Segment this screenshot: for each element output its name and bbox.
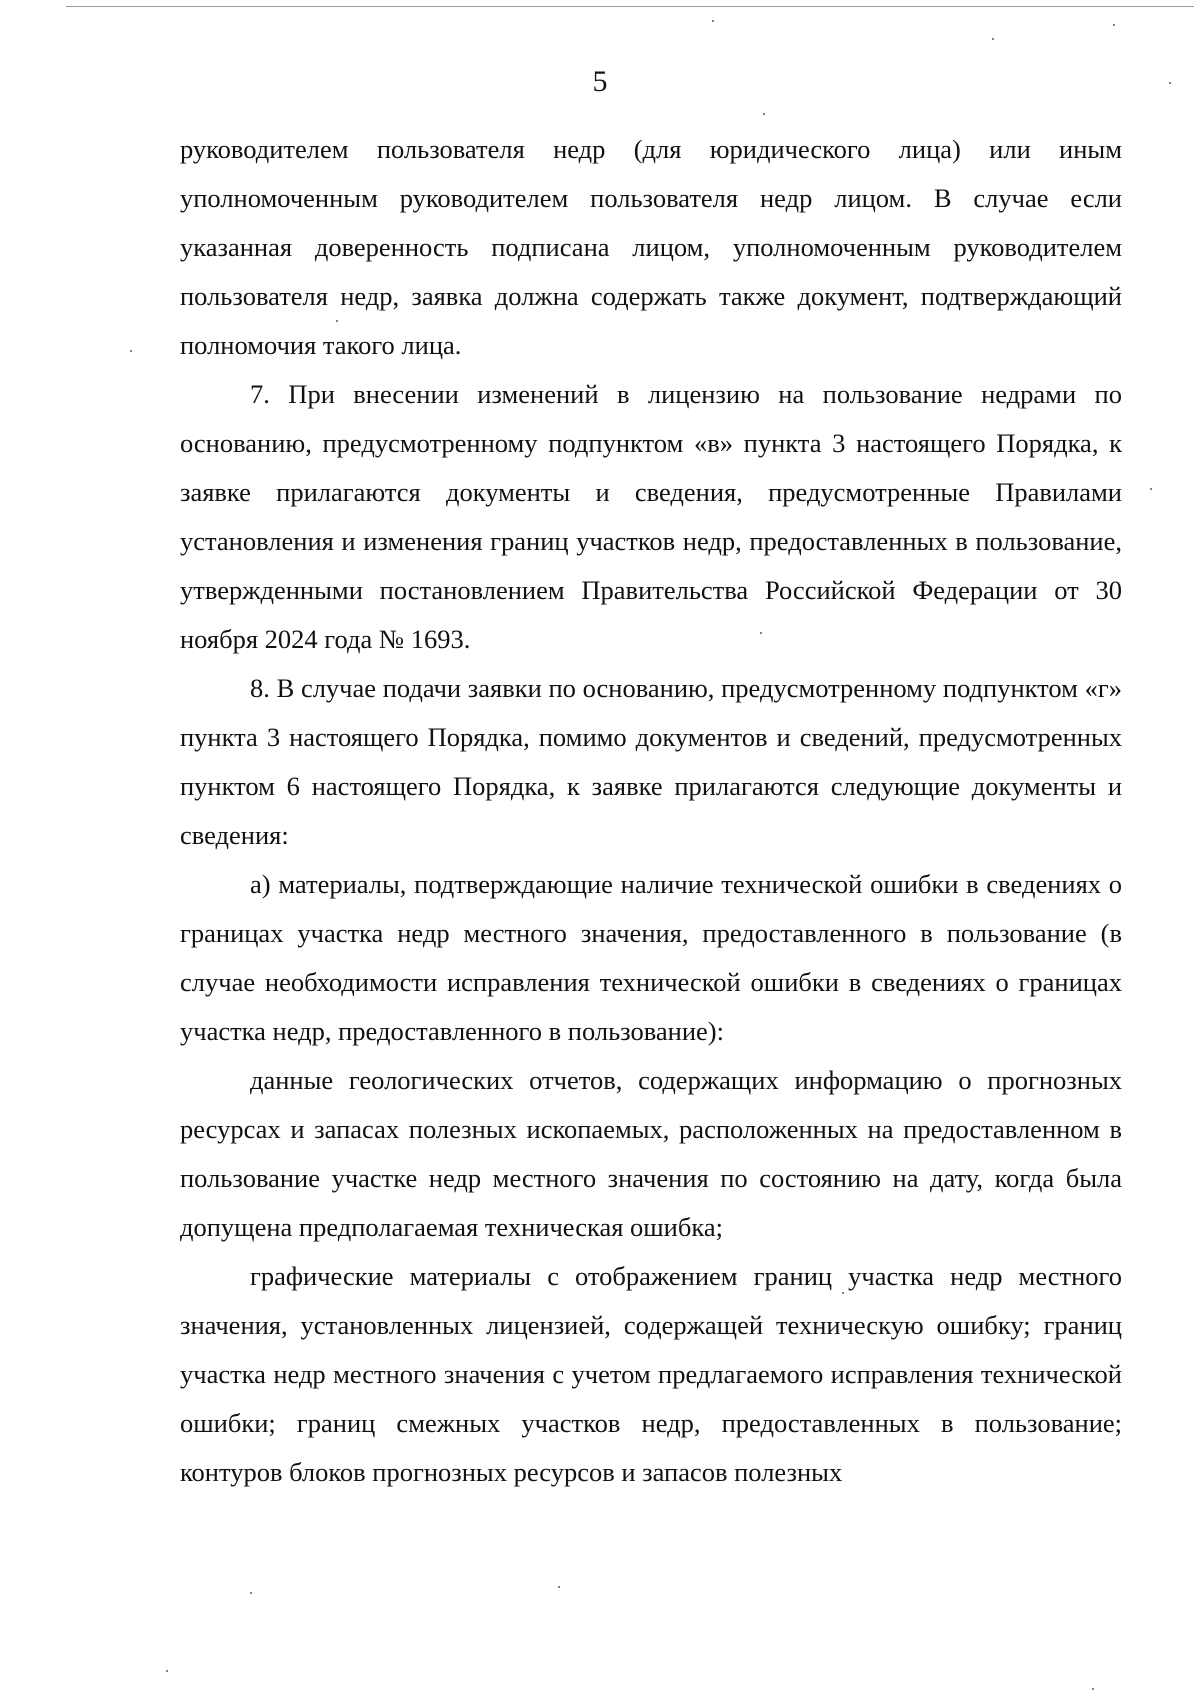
- scan-speck: [166, 1670, 168, 1672]
- scan-speck: [992, 38, 994, 40]
- scan-speck: [842, 1292, 844, 1294]
- scan-speck: [130, 350, 132, 352]
- paragraph-item-8: 8. В случае подачи заявки по основанию, предусмотренному подпунктом «г» пункта 3 настоящего Порядка, помимо документов и сведений, предусмотренных пунктом 6 настоящего Порядка, к заявке прилагаются следующие документы и сведения:: [180, 673, 1122, 850]
- scan-speck: [763, 113, 765, 115]
- paragraph-subitem-a: а) материалы, подтверждающие наличие технической ошибки в сведениях о границах участка недр местного значения, предоставленного в пользование (в случае необходимости исправления технической ошибки в сведениях о границах участка недр, предоставленного в пользование):: [180, 869, 1122, 1046]
- scan-speck: [1113, 24, 1115, 26]
- scan-speck: [1169, 82, 1171, 84]
- scan-speck: [1150, 488, 1152, 490]
- scan-edge-line: [66, 6, 1194, 7]
- scan-speck: [250, 1592, 252, 1594]
- document-body: [180, 125, 1122, 1497]
- scan-speck: [336, 320, 338, 322]
- page-number: 5: [592, 65, 608, 98]
- scan-speck: [558, 1586, 560, 1588]
- paragraph-graphic-materials: графические материалы с отображением границ участка недр местного значения, установленных лицензией, содержащей техническую ошибку; границ участка недр местного значения с учетом предлагаемого исправления технической ошибки; границ смежных участков недр, предоставленных в пользование; контуров блоков прогнозных ресурсов и запасов полезных: [180, 1261, 1122, 1487]
- scan-speck: [712, 20, 714, 22]
- paragraph-continuation: руководителем пользователя недр (для юридического лица) или иным уполномоченным руководителем пользователя недр лицом. В случае если указанная доверенность подписана лицом, уполномоченным руководителем пользователя недр, заявка должна содержать также документ, подтверждающий полномочия такого лица.: [180, 134, 1122, 360]
- scan-speck: [760, 632, 762, 634]
- scan-speck: [1092, 1688, 1094, 1690]
- paragraph-geological-reports: данные геологических отчетов, содержащих информацию о прогнозных ресурсах и запасах полезных ископаемых, расположенных на предоставленном в пользование участке недр местного значения по состоянию на дату, когда была допущена предполагаемая техническая ошибка;: [180, 1065, 1122, 1242]
- paragraph-item-7: 7. При внесении изменений в лицензию на пользование недрами по основанию, предусмотренному подпунктом «в» пункта 3 настоящего Порядка, к заявке прилагаются документы и сведения, предусмотренные Правилами установления и изменения границ участков недр, предоставленных в пользование, утвержденными постановлением Правительства Российской Федерации от 30 ноября 2024 года № 1693.: [180, 379, 1122, 654]
